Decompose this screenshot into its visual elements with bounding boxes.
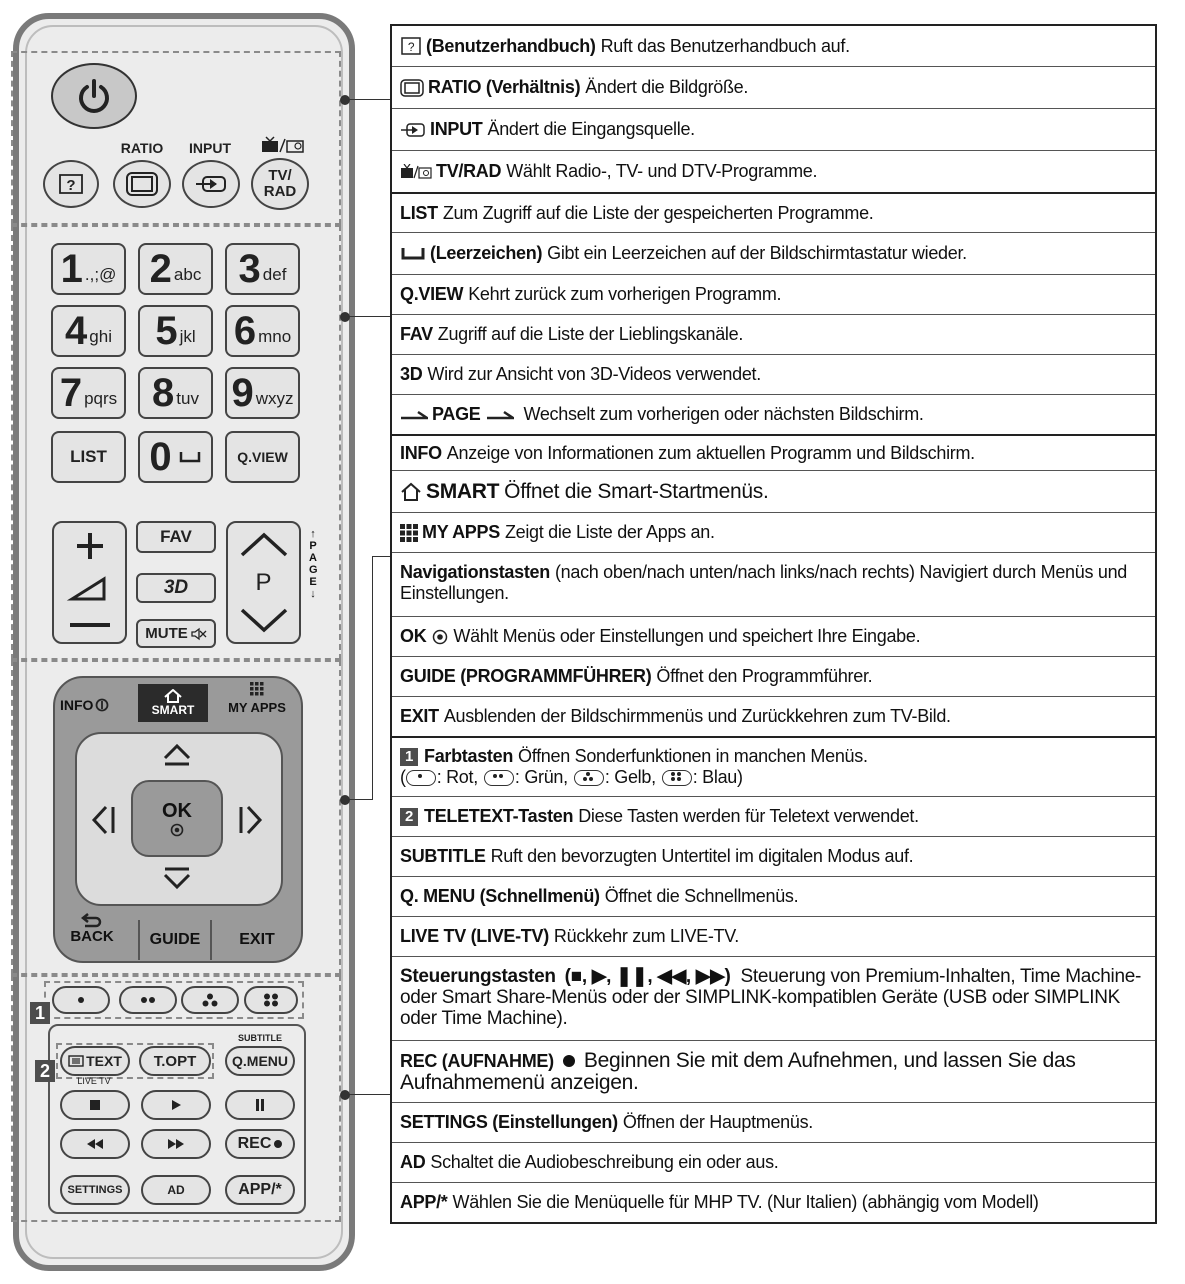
row-list-label: LIST — [400, 202, 438, 223]
page-vertical-text: PAGE — [309, 540, 318, 588]
row-qview-desc: Kehrt zurück zum vorherigen Programm. — [468, 284, 782, 304]
green-dots-icon — [140, 996, 156, 1004]
row-tvrad-desc: Wählt Radio-, TV- und DTV-Programme. — [506, 161, 818, 181]
smart-label: SMART — [151, 703, 195, 717]
qmenu-button[interactable] — [225, 1046, 295, 1076]
farb-number-badge: 1 — [400, 748, 418, 766]
row-page — [392, 394, 1155, 434]
topt-label: T.OPT — [153, 1052, 197, 1070]
number-button-3[interactable] — [225, 243, 300, 295]
ratio-icon — [400, 79, 424, 97]
tvrad-button[interactable] — [251, 158, 309, 210]
tvrad-line2: RAD — [263, 183, 297, 200]
row-ratio-desc: Ändert die Bildgröße. — [585, 77, 749, 97]
input-icon — [194, 174, 228, 194]
page-up-arrow-icon — [400, 410, 428, 420]
row-info — [392, 434, 1155, 470]
ok-dot-icon — [432, 629, 448, 645]
row-myapps-label: MY APPS — [422, 522, 500, 542]
row-input-desc: Ändert die Eingangsquelle. — [487, 119, 695, 139]
yellow-button-icon — [574, 770, 604, 786]
pause-button[interactable] — [225, 1090, 295, 1120]
livetv-label: LIVE TV — [77, 1076, 111, 1086]
number-letters: abc — [173, 265, 202, 284]
app-button[interactable] — [225, 1175, 295, 1205]
tvrad-line1: TV/ — [268, 167, 292, 184]
input-label: INPUT — [189, 140, 231, 156]
rewind-button[interactable] — [60, 1129, 130, 1159]
number-button-2[interactable] — [138, 243, 213, 295]
number-digit: 8 — [152, 371, 175, 415]
row-rec-label: REC (AUFNAHME) — [400, 1051, 554, 1071]
number-button-8[interactable] — [138, 367, 213, 419]
color-open-paren: ( — [400, 767, 406, 787]
tag-1: 1 — [30, 1002, 50, 1024]
row-ad-desc: Schaltet die Audiobeschreibung ein oder aus. — [430, 1152, 779, 1172]
row-3d-label: 3D — [400, 364, 423, 384]
row-smart-label: SMART — [426, 480, 500, 503]
row-rec-desc: Beginnen Sie mit dem Aufnehmen, und lassen Sie das Aufnahmemenü anzeigen. — [400, 1049, 1076, 1094]
row-smart-desc: Öffnet die Smart-Startmenüs. — [504, 480, 769, 503]
row-ok — [392, 616, 1155, 656]
play-icon — [170, 1099, 182, 1111]
row-nav-label: Navigationstasten — [400, 562, 550, 582]
zero-button[interactable] — [138, 431, 213, 483]
number-digit: 6 — [233, 309, 257, 353]
number-letters: .,;@ — [84, 265, 117, 284]
ad-button[interactable] — [141, 1175, 211, 1205]
teletext-number-badge: 2 — [400, 808, 418, 826]
number-letters: tuv — [176, 389, 199, 408]
row-livetv — [392, 916, 1155, 956]
input-icon — [400, 122, 426, 138]
volume-rocker[interactable] — [52, 521, 127, 644]
row-ad — [392, 1142, 1155, 1182]
number-button-9[interactable] — [225, 367, 300, 419]
fast-forward-icon — [167, 1138, 185, 1150]
guide-button[interactable] — [138, 920, 212, 960]
number-button-4[interactable] — [51, 305, 126, 357]
row-fav — [392, 314, 1155, 354]
row-page-desc: Wechselt zum vorherigen oder nächsten Bildschirm. — [523, 404, 924, 424]
exit-button[interactable] — [222, 920, 292, 960]
row-help-label: (Benutzerhandbuch) — [426, 35, 596, 56]
row-guide-label: GUIDE (PROGRAMMFÜHRER) — [400, 666, 652, 686]
input-button[interactable] — [182, 160, 240, 208]
function-table — [390, 24, 1157, 1224]
row-help-desc: Ruft das Benutzerhandbuch auf. — [600, 35, 850, 56]
down-arrow-icon[interactable] — [160, 865, 194, 891]
row-space — [392, 232, 1155, 274]
volume-icons — [60, 525, 120, 640]
back-button[interactable] — [62, 912, 122, 956]
number-letters: mno — [258, 327, 292, 346]
fast-forward-button[interactable] — [141, 1129, 211, 1159]
settings-button[interactable] — [60, 1175, 130, 1205]
row-tvrad — [392, 150, 1155, 192]
text-label: TEXT — [86, 1053, 122, 1069]
ok-dot-icon — [170, 823, 184, 837]
qmenu-label: Q.MENU — [232, 1053, 288, 1069]
row-exit-desc: Ausblenden der Bildschirmmenüs und Zurückkehren zum TV-Bild. — [443, 706, 951, 726]
ok-label: OK — [162, 800, 192, 822]
color-blue-text: : Blau) — [692, 767, 743, 787]
number-letters: ghi — [89, 327, 112, 346]
stop-icon — [90, 1100, 100, 1110]
yellow-button[interactable] — [181, 986, 239, 1014]
settings-label: SETTINGS — [67, 1184, 123, 1196]
yellow-dots-icon — [202, 993, 218, 1007]
row-ok-label: OK — [400, 626, 427, 646]
apps-grid-icon — [250, 682, 264, 696]
row-farbtasten-label: Farbtasten — [424, 746, 514, 766]
row-app-desc: Wählen Sie die Menüquelle für MHP TV. (Nur Italien) (abhängig vom Modell) — [452, 1192, 1039, 1212]
stop-button[interactable] — [60, 1090, 130, 1120]
play-button[interactable] — [141, 1090, 211, 1120]
row-exit — [392, 696, 1155, 736]
row-qview — [392, 274, 1155, 314]
3d-label: 3D — [163, 577, 189, 598]
number-digit: 5 — [155, 309, 178, 353]
rewind-icon — [86, 1138, 104, 1150]
mute-button[interactable] — [136, 619, 216, 648]
blue-button[interactable] — [244, 986, 298, 1014]
connector-line-3b — [372, 556, 373, 800]
connector-line-3c — [372, 556, 390, 557]
program-rocker[interactable] — [226, 521, 301, 644]
help-button[interactable] — [43, 160, 99, 208]
number-letters: def — [262, 265, 287, 284]
row-ratio-label: RATIO (Verhältnis) — [428, 77, 581, 97]
row-space-desc: Gibt ein Leerzeichen auf der Bildschirmtastatur wieder. — [547, 243, 967, 263]
number-digit: 7 — [59, 371, 83, 415]
connector-dot-3 — [340, 795, 350, 805]
home-icon — [400, 482, 422, 502]
topt-button[interactable] — [139, 1046, 211, 1076]
guide-label: GUIDE — [149, 931, 201, 948]
blue-dots-icon — [263, 993, 279, 1007]
exit-label: EXIT — [239, 931, 275, 948]
row-rec — [392, 1040, 1155, 1102]
connector-dot-1 — [340, 95, 350, 105]
row-list — [392, 192, 1155, 232]
number-button-1[interactable] — [51, 243, 126, 295]
row-input-label: INPUT — [430, 119, 483, 139]
row-ad-label: AD — [400, 1152, 426, 1172]
number-digit: 4 — [65, 309, 88, 353]
number-button-6[interactable] — [225, 305, 300, 357]
row-subtitle-label: SUBTITLE — [400, 846, 486, 866]
info-icon — [95, 698, 109, 712]
row-space-label: (Leerzeichen) — [430, 243, 543, 263]
list-button[interactable] — [51, 431, 126, 483]
row-3d — [392, 354, 1155, 394]
row-guide-desc: Öffnet den Programmführer. — [656, 666, 873, 686]
up-arrow-icon[interactable] — [160, 742, 194, 768]
p-label: P — [255, 569, 272, 596]
ratio-button[interactable] — [113, 160, 171, 208]
row-ratio — [392, 66, 1155, 108]
row-subtitle-desc: Ruft den bevorzugten Untertitel im digitalen Modus auf. — [490, 846, 914, 866]
page-down-mark: ↓ — [310, 588, 316, 600]
subtitle-label: SUBTITLE — [238, 1033, 282, 1043]
svg-text:?: ? — [407, 40, 415, 54]
ratio-icon — [125, 171, 159, 197]
page-up-mark: ↑ — [310, 528, 316, 540]
number-button-7[interactable] — [51, 367, 126, 419]
ok-button[interactable] — [131, 780, 223, 857]
power-button[interactable] — [51, 63, 137, 129]
row-settings-desc: Öffnen der Hauptmenüs. — [622, 1112, 813, 1132]
power-icon — [74, 76, 114, 116]
row-qview-label: Q.VIEW — [400, 284, 464, 304]
connector-dot-4 — [340, 1090, 350, 1100]
number-digit: 1 — [60, 247, 83, 291]
qview-button[interactable] — [225, 431, 300, 483]
row-myapps-desc: Zeigt die Liste der Apps an. — [504, 522, 715, 542]
help-icon — [400, 36, 422, 56]
row-nav-desc: (nach oben/nach unten/nach links/nach rechts) Navigiert durch Menüs und Einstellungen. — [400, 562, 1128, 603]
ratio-label: RATIO — [120, 140, 164, 156]
rec-dot-icon — [563, 1055, 575, 1067]
row-list-desc: Zum Zugriff auf die Liste der gespeicherten Programme. — [442, 202, 874, 223]
row-app — [392, 1182, 1155, 1222]
list-label: LIST — [70, 447, 107, 466]
row-myapps — [392, 512, 1155, 552]
text-icon — [68, 1055, 84, 1067]
zero-digit: 0 — [149, 435, 172, 479]
back-icon — [80, 912, 104, 928]
row-exit-label: EXIT — [400, 706, 439, 726]
mute-label: MUTE — [145, 625, 188, 642]
row-smart — [392, 470, 1155, 512]
row-nav — [392, 552, 1155, 616]
green-button[interactable] — [119, 986, 177, 1014]
row-info-desc: Anzeige von Informationen zum aktuellen Programm und Bildschirm. — [446, 442, 975, 463]
row-ok-desc: Wählt Menüs oder Einstellungen und speichert Ihre Eingabe. — [453, 626, 921, 646]
row-steuerung-symbols: (■, ▶, ❚❚, ◀◀, ▶▶) — [564, 966, 731, 987]
tag-2: 2 — [35, 1060, 55, 1082]
info-label: INFO — [60, 697, 94, 713]
rec-label: REC — [237, 1135, 272, 1152]
row-teletext — [392, 796, 1155, 836]
row-qmenu-label: Q. MENU (Schnellmenü) — [400, 886, 600, 906]
red-dot-icon — [78, 997, 84, 1003]
my-apps-button[interactable] — [222, 682, 292, 724]
row-farbtasten-desc: Öffnen Sonderfunktionen in manchen Menüs. — [518, 746, 868, 766]
row-qmenu — [392, 876, 1155, 916]
pause-icon — [255, 1099, 265, 1111]
color-yellow-text: : Gelb, — [604, 767, 656, 787]
page-down-arrow-icon — [486, 410, 514, 420]
connector-line-1 — [346, 99, 390, 100]
row-livetv-desc: Rückkehr zum LIVE-TV. — [553, 926, 740, 946]
left-arrow-icon[interactable] — [88, 802, 118, 838]
qview-label: Q.VIEW — [237, 449, 288, 465]
color-red-text: : Rot, — [436, 767, 478, 787]
row-qmenu-desc: Öffnet die Schnellmenüs. — [604, 886, 799, 906]
number-letters: wxyz — [255, 389, 294, 408]
row-app-label: APP/* — [400, 1192, 448, 1212]
3d-button[interactable] — [136, 573, 216, 603]
space-icon — [400, 247, 426, 261]
right-arrow-icon[interactable] — [236, 802, 266, 838]
apps-grid-icon — [400, 524, 418, 542]
tv-radio-icon — [400, 164, 432, 180]
row-steuerung-label: Steuerungstasten — [400, 966, 556, 987]
rec-dot-icon — [274, 1140, 282, 1148]
page-side-label — [306, 528, 320, 600]
back-label: BACK — [70, 928, 114, 945]
row-settings-label: SETTINGS (Einstellungen) — [400, 1112, 618, 1132]
green-button-icon — [484, 770, 514, 786]
color-green-text: : Grün, — [514, 767, 568, 787]
row-fav-desc: Zugriff auf die Liste der Lieblingskanäle. — [437, 324, 744, 344]
number-digit: 3 — [238, 247, 261, 291]
help-icon — [56, 173, 86, 195]
row-farbtasten-colors — [400, 767, 1147, 788]
row-page-label: PAGE — [432, 404, 481, 424]
row-livetv-label: LIVE TV (LIVE-TV) — [400, 926, 549, 946]
row-farbtasten-line1 — [400, 746, 1147, 767]
number-letters: jkl — [179, 327, 196, 346]
connector-line-4 — [346, 1094, 390, 1095]
fav-button[interactable] — [136, 521, 216, 553]
connector-line-2 — [346, 316, 390, 317]
row-teletext-desc: Diese Tasten werden für Teletext verwendet. — [578, 806, 919, 826]
red-button-icon — [406, 770, 436, 786]
row-help — [392, 26, 1155, 66]
row-teletext-label: TELETEXT-Tasten — [424, 806, 574, 826]
row-tvrad-label: TV/RAD — [436, 161, 502, 181]
number-digit: 2 — [149, 247, 172, 291]
smart-button[interactable] — [138, 684, 208, 722]
row-settings — [392, 1102, 1155, 1142]
mute-icon — [191, 627, 207, 641]
row-fav-label: FAV — [400, 324, 433, 344]
row-farbtasten — [392, 736, 1155, 796]
row-info-label: INFO — [400, 442, 442, 463]
red-button[interactable] — [52, 986, 110, 1014]
row-steuerung-desc: Steuerung von Premium-Inhalten, Time Machine- oder Smart Share-Menüs oder der SIMPLINK-kompatiblen Geräte (USB oder SIMPLINK oder Time Machine). — [400, 966, 1142, 1029]
row-3d-desc: Wird zur Ansicht von 3D-Videos verwendet. — [427, 364, 761, 384]
number-letters: pqrs — [84, 389, 118, 408]
row-guide — [392, 656, 1155, 696]
my-apps-label: MY APPS — [228, 700, 286, 715]
fav-label: FAV — [160, 527, 192, 546]
row-steuerung — [392, 956, 1155, 1040]
ad-label: AD — [167, 1183, 185, 1197]
text-button[interactable] — [60, 1046, 130, 1076]
space-icon — [178, 450, 202, 464]
number-button-5[interactable] — [138, 305, 213, 357]
info-button[interactable] — [60, 695, 124, 715]
home-icon — [163, 689, 183, 703]
tv-radio-icon — [253, 136, 313, 157]
row-input — [392, 108, 1155, 150]
row-subtitle — [392, 836, 1155, 876]
number-digit: 9 — [231, 371, 254, 415]
connector-line-3a — [346, 799, 373, 800]
app-label: APP/* — [238, 1181, 282, 1198]
connector-dot-2 — [340, 312, 350, 322]
blue-button-icon — [662, 770, 692, 786]
svg-text:?: ? — [66, 177, 76, 194]
rec-button[interactable] — [225, 1129, 295, 1159]
